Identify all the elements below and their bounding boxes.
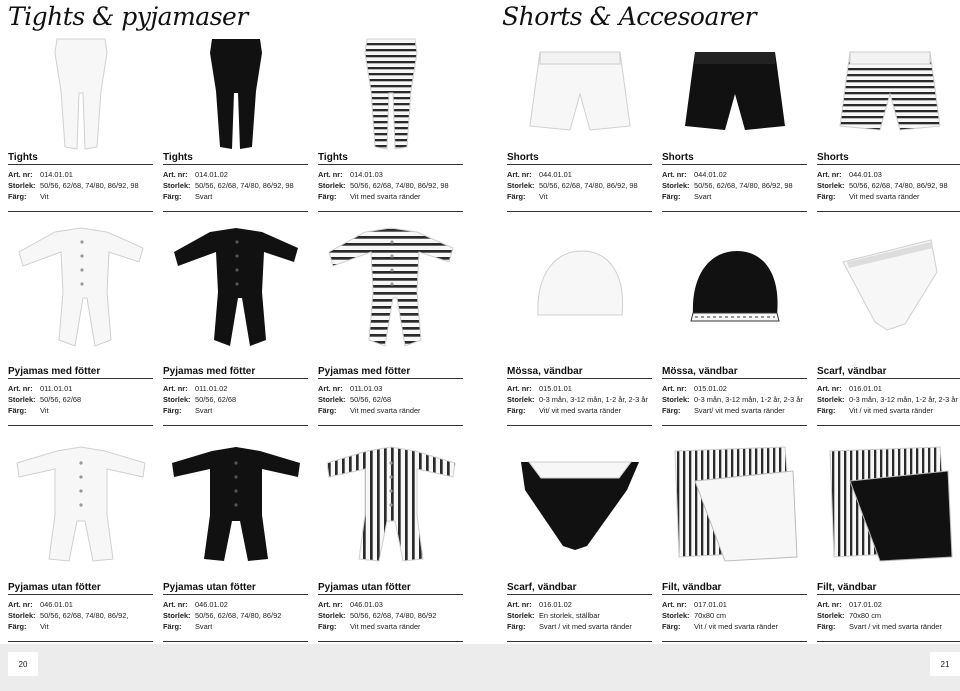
size-value: 50/56, 62/68, 74/80, 86/92, 98 — [849, 181, 948, 190]
scarf-black-icon — [507, 438, 652, 568]
art-number: 044.01.01 — [539, 170, 572, 179]
blanket-white-icon — [662, 438, 807, 568]
art-number: 015.01.02 — [694, 384, 727, 393]
product-specs — [318, 383, 468, 416]
footed-pyjamas-black-icon — [163, 222, 308, 352]
art-number: 044.01.02 — [694, 170, 727, 179]
product-specs — [662, 383, 812, 416]
divider — [507, 594, 652, 595]
color-label: Färg: — [318, 406, 337, 415]
art-number: 044.01.03 — [849, 170, 882, 179]
divider — [817, 164, 960, 165]
art-label: Art. nr: — [507, 384, 532, 393]
art-number: 015.01.01 — [539, 384, 572, 393]
product-name: Mössa, vändbar — [662, 366, 738, 377]
divider — [318, 425, 463, 426]
color-label: Färg: — [817, 622, 836, 631]
divider — [817, 378, 960, 379]
color-value: Svart/ vit med svarta ränder — [694, 406, 785, 415]
divider — [163, 594, 308, 595]
color-value: Svart — [195, 622, 213, 631]
divider — [662, 594, 807, 595]
size-value: 50/56, 62/68, 74/80, 86/92, 98 — [195, 181, 294, 190]
size-label: Storlek: — [8, 181, 36, 190]
product-name: Filt, vändbar — [662, 582, 722, 593]
color-value: Vit/ vit med svarta ränder — [539, 406, 622, 415]
art-label: Art. nr: — [817, 384, 842, 393]
art-label: Art. nr: — [318, 600, 343, 609]
color-value: Vit / vit med svarta ränder — [849, 406, 934, 415]
size-value: 50/56, 62/68, 74/80, 86/92, 98 — [350, 181, 449, 190]
divider — [507, 641, 652, 642]
art-label: Art. nr: — [817, 170, 842, 179]
art-label: Art. nr: — [318, 170, 343, 179]
product-name: Tights — [163, 152, 193, 163]
product-card — [507, 222, 652, 431]
art-label: Art. nr: — [8, 384, 33, 393]
pyjamas-white-icon — [8, 438, 153, 568]
art-label: Art. nr: — [662, 384, 687, 393]
product-specs — [817, 599, 960, 632]
size-label: Storlek: — [163, 181, 191, 190]
art-number: 017.01.01 — [694, 600, 727, 609]
divider — [817, 594, 960, 595]
color-label: Färg: — [8, 406, 27, 415]
product-card — [163, 438, 308, 647]
divider — [8, 425, 153, 426]
product-specs — [163, 169, 313, 202]
color-value: Vit med svarta ränder — [350, 406, 421, 415]
color-value: Svart — [195, 406, 213, 415]
divider — [662, 164, 807, 165]
color-value: Vit — [40, 622, 49, 631]
product-name: Pyjamas utan fötter — [163, 582, 256, 593]
art-number: 014.01.02 — [195, 170, 228, 179]
divider — [662, 378, 807, 379]
divider — [318, 211, 463, 212]
product-specs — [8, 169, 158, 202]
product-card — [163, 28, 308, 217]
art-label: Art. nr: — [8, 600, 33, 609]
art-number: 016.01.01 — [849, 384, 882, 393]
product-name: Scarf, vändbar — [817, 366, 887, 377]
art-label: Art. nr: — [507, 170, 532, 179]
divider — [817, 641, 960, 642]
product-specs — [318, 169, 468, 202]
color-label: Färg: — [662, 192, 681, 201]
size-label: Storlek: — [662, 395, 690, 404]
divider — [507, 211, 652, 212]
product-card — [817, 28, 960, 217]
shorts-white-icon — [507, 28, 652, 158]
color-value: Svart / vit med svarta ränder — [539, 622, 632, 631]
color-value: Svart — [195, 192, 213, 201]
color-value: Vit med svarta ränder — [849, 192, 920, 201]
product-specs — [507, 383, 657, 416]
blanket-black-icon — [817, 438, 960, 568]
product-specs — [8, 383, 158, 416]
color-label: Färg: — [318, 192, 337, 201]
product-name: Pyjamas utan fötter — [318, 582, 411, 593]
size-value: 50/56, 62/68, 74/80, 86/92, 98 — [694, 181, 793, 190]
color-value: Vit — [539, 192, 548, 201]
product-card — [662, 222, 807, 431]
divider — [8, 594, 153, 595]
divider — [507, 425, 652, 426]
divider — [817, 211, 960, 212]
product-specs — [163, 599, 313, 632]
right-page-title: Shorts & Accesoarer — [502, 2, 757, 31]
pyjamas-black-icon — [163, 438, 308, 568]
size-label: Storlek: — [8, 395, 36, 404]
size-value: 0-3 mån, 3-12 mån, 1-2 år, 2-3 år — [694, 395, 803, 404]
product-card — [163, 222, 308, 431]
divider — [662, 425, 807, 426]
size-label: Storlek: — [318, 395, 346, 404]
product-name: Scarf, vändbar — [507, 582, 577, 593]
divider — [318, 378, 463, 379]
product-specs — [163, 383, 313, 416]
product-card — [8, 28, 153, 217]
product-specs — [817, 169, 960, 202]
art-label: Art. nr: — [163, 170, 188, 179]
size-value: 70x80 cm — [694, 611, 727, 620]
divider — [318, 164, 463, 165]
size-label: Storlek: — [318, 181, 346, 190]
art-number: 046.01.03 — [350, 600, 383, 609]
product-name: Shorts — [507, 152, 539, 163]
color-label: Färg: — [8, 622, 27, 631]
tights-black-icon — [163, 28, 308, 158]
divider — [8, 378, 153, 379]
color-label: Färg: — [163, 192, 182, 201]
art-label: Art. nr: — [817, 600, 842, 609]
product-specs — [8, 599, 158, 632]
product-card — [8, 222, 153, 431]
tights-white-icon — [8, 28, 153, 158]
size-value: 0-3 mån, 3-12 mån, 1-2 år, 2-3 år — [539, 395, 648, 404]
size-label: Storlek: — [163, 611, 191, 620]
size-label: Storlek: — [163, 395, 191, 404]
size-value: 50/56, 62/68, 74/80, 86/92 — [195, 611, 282, 620]
shorts-black-icon — [662, 28, 807, 158]
product-name: Shorts — [662, 152, 694, 163]
art-label: Art. nr: — [507, 600, 532, 609]
size-label: Storlek: — [507, 395, 535, 404]
divider — [662, 211, 807, 212]
size-value: 50/56, 62/68, 74/80, 86/92 — [350, 611, 437, 620]
art-label: Art. nr: — [318, 384, 343, 393]
color-value: Vit med svarta ränder — [350, 192, 421, 201]
pyjamas-striped-icon — [318, 438, 463, 568]
divider — [507, 164, 652, 165]
divider — [163, 641, 308, 642]
product-card — [817, 222, 960, 431]
divider — [8, 641, 153, 642]
product-specs — [507, 599, 657, 632]
left-page-title: Tights & pyjamaser — [8, 2, 248, 31]
size-label: Storlek: — [318, 611, 346, 620]
art-label: Art. nr: — [163, 384, 188, 393]
divider — [817, 425, 960, 426]
art-label: Art. nr: — [662, 600, 687, 609]
footed-pyjamas-white-icon — [8, 222, 153, 352]
color-label: Färg: — [163, 622, 182, 631]
art-label: Art. nr: — [662, 170, 687, 179]
color-label: Färg: — [817, 192, 836, 201]
size-value: 70x80 cm — [849, 611, 882, 620]
art-label: Art. nr: — [8, 170, 33, 179]
page-number-left: 20 — [8, 652, 38, 676]
art-number: 016.01.02 — [539, 600, 572, 609]
divider — [163, 164, 308, 165]
tights-striped-icon — [318, 28, 463, 158]
product-name: Pyjamas med fötter — [318, 366, 411, 377]
color-value: Vit med svarta ränder — [350, 622, 421, 631]
size-label: Storlek: — [817, 181, 845, 190]
size-value: En storlek, ställbar — [539, 611, 600, 620]
divider — [318, 641, 463, 642]
divider — [8, 164, 153, 165]
divider — [318, 594, 463, 595]
shorts-striped-icon — [817, 28, 960, 158]
art-number: 011.01.02 — [195, 384, 228, 393]
product-name: Mössa, vändbar — [507, 366, 583, 377]
color-value: Svart — [694, 192, 712, 201]
product-card — [318, 222, 463, 431]
size-value: 50/56, 62/68, 74/80, 86/92, 98 — [539, 181, 638, 190]
divider — [8, 211, 153, 212]
size-value: 50/56, 62/68, 74/80, 86/92, — [40, 611, 129, 620]
product-card — [662, 438, 807, 647]
color-label: Färg: — [507, 622, 526, 631]
product-specs — [662, 599, 812, 632]
color-value: Vit / vit med svarta ränder — [694, 622, 779, 631]
color-label: Färg: — [662, 622, 681, 631]
divider — [662, 641, 807, 642]
size-value: 50/56, 62/68 — [40, 395, 82, 404]
product-card — [318, 438, 463, 647]
hat-white-icon — [507, 222, 652, 352]
size-label: Storlek: — [817, 611, 845, 620]
color-label: Färg: — [662, 406, 681, 415]
product-card — [507, 28, 652, 217]
art-label: Art. nr: — [163, 600, 188, 609]
product-card — [318, 28, 463, 217]
divider — [163, 211, 308, 212]
size-value: 0-3 mån, 3-12 mån, 1-2 år, 2-3 år — [849, 395, 958, 404]
product-specs — [662, 169, 812, 202]
product-name: Tights — [318, 152, 348, 163]
art-number: 011.01.03 — [350, 384, 383, 393]
art-number: 014.01.03 — [350, 170, 383, 179]
product-card — [8, 438, 153, 647]
size-label: Storlek: — [817, 395, 845, 404]
color-label: Färg: — [318, 622, 337, 631]
art-number: 046.01.02 — [195, 600, 228, 609]
product-card — [507, 438, 652, 647]
product-specs — [817, 383, 960, 416]
size-value: 50/56, 62/68, 74/80, 86/92, 98 — [40, 181, 139, 190]
product-name: Tights — [8, 152, 38, 163]
art-number: 014.01.01 — [40, 170, 73, 179]
page-number-right: 21 — [930, 652, 960, 676]
size-label: Storlek: — [8, 611, 36, 620]
divider — [163, 425, 308, 426]
product-specs — [318, 599, 468, 632]
footed-pyjamas-striped-icon — [318, 222, 463, 352]
art-number: 011.01.01 — [40, 384, 73, 393]
size-label: Storlek: — [662, 181, 690, 190]
footer-bar — [0, 644, 960, 691]
product-specs — [507, 169, 657, 202]
size-value: 50/56, 62/68 — [350, 395, 392, 404]
color-label: Färg: — [507, 192, 526, 201]
color-label: Färg: — [507, 406, 526, 415]
size-label: Storlek: — [507, 611, 535, 620]
product-name: Shorts — [817, 152, 849, 163]
product-name: Pyjamas utan fötter — [8, 582, 101, 593]
color-value: Vit — [40, 406, 49, 415]
size-label: Storlek: — [507, 181, 535, 190]
product-card — [817, 438, 960, 647]
color-label: Färg: — [817, 406, 836, 415]
divider — [507, 378, 652, 379]
art-number: 017.01.02 — [849, 600, 882, 609]
scarf-white-icon — [817, 222, 960, 352]
size-value: 50/56, 62/68 — [195, 395, 237, 404]
product-card — [662, 28, 807, 217]
product-name: Filt, vändbar — [817, 582, 877, 593]
color-value: Svart / vit med svarta ränder — [849, 622, 942, 631]
size-label: Storlek: — [662, 611, 690, 620]
hat-black-icon — [662, 222, 807, 352]
product-name: Pyjamas med fötter — [8, 366, 101, 377]
art-number: 046.01.01 — [40, 600, 73, 609]
color-label: Färg: — [8, 192, 27, 201]
color-label: Färg: — [163, 406, 182, 415]
divider — [163, 378, 308, 379]
color-value: Vit — [40, 192, 49, 201]
product-name: Pyjamas med fötter — [163, 366, 256, 377]
